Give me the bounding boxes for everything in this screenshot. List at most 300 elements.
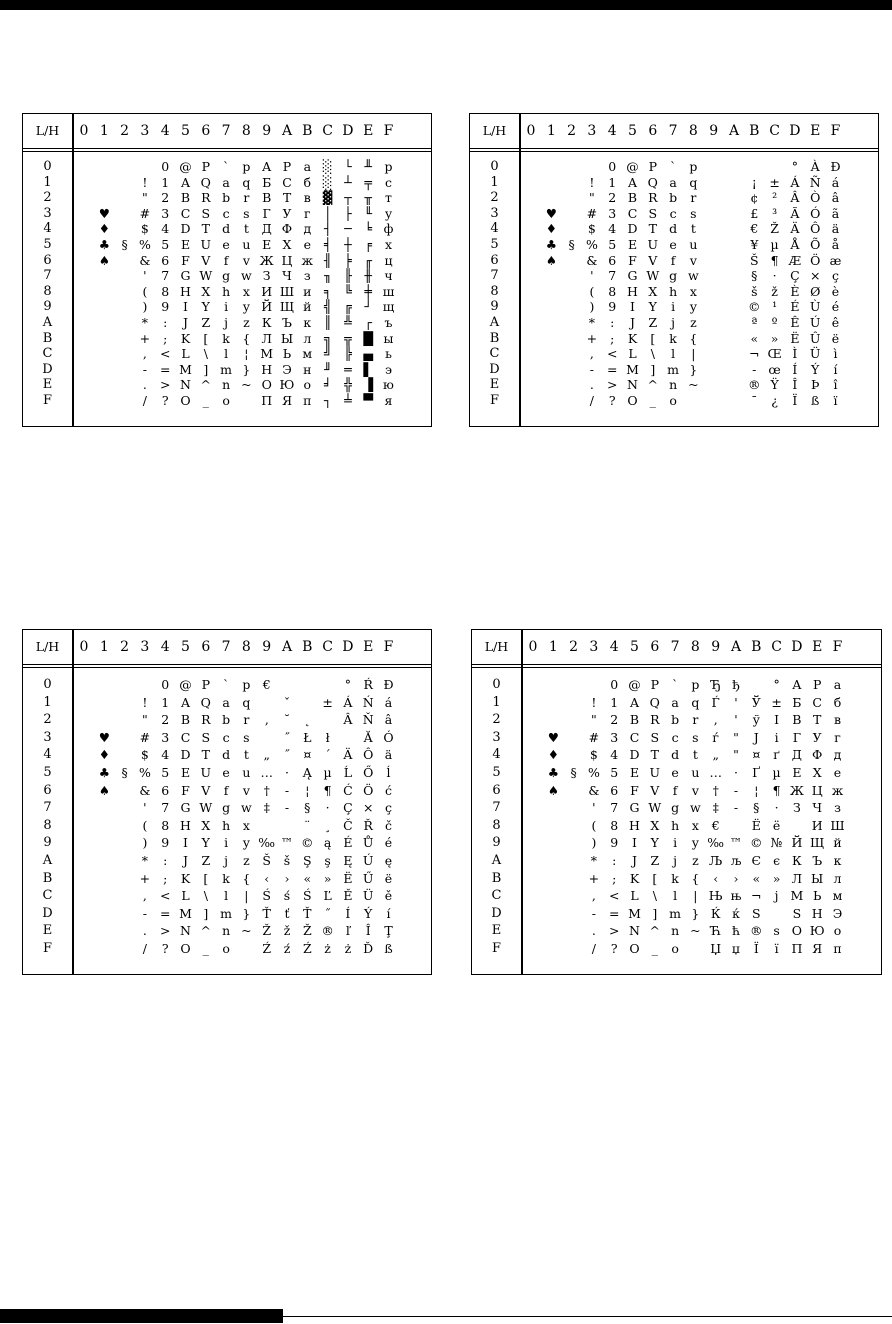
row-header: F bbox=[491, 941, 502, 956]
char-cell: O bbox=[180, 393, 191, 408]
char-cell: ♥ bbox=[545, 205, 557, 221]
char-cell: ë bbox=[831, 330, 840, 346]
char-cell: o bbox=[222, 393, 230, 408]
char-cell: - bbox=[733, 782, 739, 798]
row-header: 2 bbox=[492, 712, 501, 728]
char-cell: ╜ bbox=[323, 361, 332, 377]
char-cell: ¬ bbox=[751, 888, 762, 904]
char-cell: § bbox=[570, 765, 577, 780]
char-cell: < bbox=[159, 346, 171, 362]
char-cell: k bbox=[222, 870, 230, 886]
char-cell: " bbox=[142, 190, 148, 206]
char-cell: c bbox=[384, 174, 392, 190]
char-cell: * bbox=[141, 315, 149, 330]
char-table-3 bbox=[22, 629, 432, 975]
char-cell: l bbox=[673, 888, 678, 904]
char-cell: % bbox=[587, 765, 600, 780]
char-cell: t bbox=[692, 747, 698, 763]
char-cell: O bbox=[180, 941, 191, 956]
char-cell: " bbox=[142, 712, 148, 728]
column-header: 6 bbox=[650, 639, 660, 655]
char-cell: С bbox=[812, 694, 822, 710]
char-cell: ? bbox=[161, 393, 169, 408]
char-cell: ` bbox=[669, 159, 677, 174]
char-cell: | bbox=[693, 888, 698, 904]
char-cell: │ bbox=[323, 205, 332, 221]
char-cell: І bbox=[774, 712, 780, 728]
char-cell: ś bbox=[283, 888, 291, 904]
char-cell: * bbox=[141, 853, 149, 868]
char-cell: ľ bbox=[345, 923, 350, 939]
column-header: 2 bbox=[120, 639, 130, 655]
row-header: 9 bbox=[43, 299, 52, 315]
column-header: E bbox=[810, 123, 821, 139]
char-cell: " bbox=[733, 729, 739, 745]
row-header: B bbox=[491, 870, 502, 886]
char-cell: Б bbox=[262, 174, 272, 190]
row-header: 7 bbox=[492, 800, 501, 816]
char-cell: ♠ bbox=[547, 782, 559, 798]
char-cell: к bbox=[833, 853, 842, 868]
corner-label: L/H bbox=[484, 639, 509, 654]
char-cell: ź bbox=[283, 941, 291, 956]
char-cell: ~ bbox=[688, 377, 699, 393]
char-cell: # bbox=[588, 729, 600, 745]
char-cell: Ź bbox=[262, 941, 272, 956]
char-cell: T bbox=[201, 221, 210, 237]
char-cell: J bbox=[631, 853, 637, 868]
char-cell: █ bbox=[363, 330, 373, 346]
char-cell: ґ bbox=[773, 747, 780, 763]
char-cell: E bbox=[262, 237, 272, 252]
char-cell: u bbox=[242, 237, 251, 252]
char-cell: i bbox=[224, 835, 229, 851]
char-cell: ¨ bbox=[304, 817, 311, 833]
column-header: 2 bbox=[120, 123, 130, 139]
char-cell: Ѕ bbox=[752, 905, 761, 921]
char-cell: « bbox=[303, 870, 312, 886]
char-cell: & bbox=[588, 782, 600, 798]
char-cell: ░ bbox=[322, 159, 333, 174]
char-cell: ╡ bbox=[323, 237, 332, 252]
char-cell: Ò bbox=[810, 190, 821, 206]
column-header: 1 bbox=[99, 123, 109, 139]
column-header: 6 bbox=[201, 639, 211, 655]
char-cell: N bbox=[180, 377, 191, 393]
char-cell: 8 bbox=[161, 817, 170, 833]
char-cell: 4 bbox=[161, 221, 170, 237]
char-cell: ' bbox=[734, 694, 738, 710]
column-header: E bbox=[812, 639, 823, 655]
char-cell: } bbox=[689, 361, 698, 377]
row-header: 9 bbox=[492, 835, 501, 851]
char-cell: ♠ bbox=[98, 782, 110, 798]
char-cell: h bbox=[222, 817, 231, 833]
char-cell: „ bbox=[263, 747, 270, 763]
char-cell: Щ bbox=[279, 299, 295, 315]
char-cell: v bbox=[242, 252, 250, 268]
char-cell: Э bbox=[832, 905, 843, 921]
char-cell: ) bbox=[589, 299, 595, 315]
char-cell: 2 bbox=[161, 190, 170, 206]
row-header: 4 bbox=[490, 221, 499, 237]
char-cell: ż bbox=[324, 941, 331, 956]
char-cell: 2 bbox=[610, 712, 619, 728]
char-cell: @ bbox=[179, 159, 192, 174]
column-header: 6 bbox=[648, 123, 658, 139]
char-cell: Q bbox=[647, 174, 658, 190]
column-header: C bbox=[322, 639, 333, 655]
char-cell: j bbox=[224, 315, 229, 330]
char-cell: § bbox=[121, 237, 128, 252]
char-cell: Ü bbox=[809, 346, 821, 362]
char-cell: Ě bbox=[343, 888, 353, 904]
char-cell: ´ bbox=[324, 747, 331, 763]
char-cell: ą bbox=[323, 835, 332, 851]
char-cell: V bbox=[201, 252, 211, 268]
char-cell: 6 bbox=[161, 252, 170, 268]
char-cell: e bbox=[222, 765, 230, 780]
char-cell: б bbox=[303, 174, 312, 190]
char-cell: { bbox=[242, 330, 251, 346]
char-cell: - bbox=[752, 361, 757, 377]
column-header: D bbox=[789, 123, 801, 139]
char-cell: . bbox=[142, 923, 147, 939]
column-header: C bbox=[769, 123, 780, 139]
row-header: 0 bbox=[43, 159, 52, 174]
char-cell: ż bbox=[344, 941, 352, 956]
char-cell: 3 bbox=[161, 205, 170, 221]
char-cell: Å bbox=[790, 237, 800, 252]
char-cell: … bbox=[709, 765, 722, 780]
char-cell: ю bbox=[383, 377, 394, 393]
char-cell: ╤ bbox=[364, 174, 372, 190]
char-cell: d bbox=[671, 747, 680, 763]
char-cell: n bbox=[671, 923, 680, 939]
char-cell: + bbox=[586, 330, 598, 346]
char-cell: 0 bbox=[161, 159, 170, 174]
row-header: E bbox=[491, 923, 502, 939]
char-cell: Ä bbox=[790, 221, 800, 237]
char-cell: s bbox=[690, 205, 697, 221]
char-cell: Д bbox=[791, 747, 802, 763]
char-cell: x bbox=[384, 237, 393, 252]
char-cell: T bbox=[282, 190, 292, 206]
char-cell: A bbox=[262, 159, 272, 174]
char-cell: U bbox=[200, 765, 212, 780]
char-cell: ♣ bbox=[547, 765, 559, 780]
char-cell: u bbox=[691, 765, 700, 780]
row-header: 6 bbox=[490, 252, 499, 268]
char-cell: _ bbox=[202, 941, 209, 956]
char-cell: ® bbox=[321, 923, 334, 939]
char-cell: L bbox=[628, 346, 637, 362]
char-cell: В bbox=[792, 712, 802, 728]
char-cell: ] bbox=[652, 905, 658, 921]
char-cell: Í bbox=[792, 361, 798, 377]
char-cell: % bbox=[138, 765, 151, 780]
column-header: C bbox=[771, 639, 782, 655]
char-cell: ♠ bbox=[545, 252, 557, 268]
char-cell: Ë bbox=[343, 870, 353, 886]
char-cell: \ bbox=[203, 346, 208, 362]
char-cell: Č bbox=[343, 817, 353, 833]
char-cell: ‡ bbox=[712, 800, 719, 816]
char-cell: ╪ bbox=[364, 283, 372, 299]
char-cell: Ь bbox=[812, 888, 822, 904]
char-cell: ё bbox=[772, 817, 781, 833]
char-cell: é bbox=[384, 835, 393, 851]
char-cell: q bbox=[242, 174, 251, 190]
char-cell: c bbox=[222, 729, 230, 745]
char-cell: д bbox=[303, 221, 312, 237]
char-cell: c bbox=[671, 729, 679, 745]
char-cell: [ bbox=[650, 330, 656, 346]
char-cell: ş bbox=[324, 853, 331, 868]
char-cell: h bbox=[671, 817, 680, 833]
char-cell: Ý bbox=[811, 361, 820, 377]
char-cell: є bbox=[773, 853, 781, 868]
char-cell: B bbox=[262, 190, 272, 206]
row-header: F bbox=[489, 393, 500, 408]
column-header: 5 bbox=[630, 639, 639, 655]
char-cell: « bbox=[752, 870, 761, 886]
column-header: 3 bbox=[587, 123, 597, 139]
column-header: 5 bbox=[181, 639, 190, 655]
char-cell: 9 bbox=[608, 299, 617, 315]
column-header: 9 bbox=[262, 123, 272, 139]
char-cell: d bbox=[222, 747, 231, 763]
char-cell: 2 bbox=[161, 712, 170, 728]
char-cell: è bbox=[831, 283, 840, 299]
char-cell: ` bbox=[222, 159, 230, 174]
char-cell: @ bbox=[628, 677, 641, 692]
char-cell: Ó bbox=[810, 205, 821, 221]
char-cell: ^ bbox=[200, 923, 212, 939]
char-cell: ┼ bbox=[344, 237, 352, 252]
char-cell: ╧ bbox=[344, 393, 352, 408]
char-cell: P bbox=[648, 159, 657, 174]
char-cell: K bbox=[627, 330, 638, 346]
char-cell: Ť bbox=[303, 905, 312, 921]
char-cell: L bbox=[630, 888, 639, 904]
char-cell: @ bbox=[626, 159, 639, 174]
row-header: 5 bbox=[43, 765, 52, 780]
char-cell: J bbox=[182, 315, 188, 330]
char-cell: Ф bbox=[811, 747, 823, 763]
char-cell: ; bbox=[163, 870, 168, 886]
char-cell: µ bbox=[770, 237, 779, 252]
row-header: 2 bbox=[43, 190, 52, 206]
char-cell: × bbox=[362, 800, 374, 816]
char-cell: K bbox=[180, 870, 191, 886]
char-cell: ╣ bbox=[323, 299, 332, 315]
char-cell: ░ bbox=[322, 174, 333, 190]
char-cell: Ü bbox=[362, 888, 374, 904]
char-cell: ) bbox=[142, 835, 148, 851]
char-cell: C bbox=[627, 205, 638, 221]
char-cell: ± bbox=[322, 694, 333, 710]
char-cell: A bbox=[180, 174, 191, 190]
row-header-separator bbox=[519, 114, 521, 426]
char-cell: Ź bbox=[302, 941, 312, 956]
char-cell: Р bbox=[812, 677, 822, 692]
char-cell: = bbox=[159, 905, 171, 921]
char-cell: ì bbox=[833, 346, 838, 362]
char-cell: j bbox=[671, 315, 676, 330]
char-cell: 4 bbox=[161, 747, 170, 763]
char-cell: ¦ bbox=[754, 782, 759, 798]
char-cell: M bbox=[628, 905, 641, 921]
char-cell: å bbox=[831, 237, 840, 252]
char-cell: & bbox=[586, 252, 598, 268]
char-cell: ¦ bbox=[244, 346, 249, 362]
char-cell: ┘ bbox=[364, 299, 372, 315]
char-cell: ╠ bbox=[344, 346, 352, 362]
char-cell: Ť bbox=[262, 905, 271, 921]
char-cell: Ŕ bbox=[363, 677, 373, 692]
char-cell: , bbox=[591, 888, 596, 904]
char-cell: └ bbox=[344, 159, 352, 174]
char-cell: О bbox=[261, 377, 272, 393]
char-cell: › bbox=[284, 870, 290, 886]
char-cell: Ц bbox=[281, 252, 293, 268]
char-cell: п bbox=[303, 393, 312, 408]
char-cell: ( bbox=[591, 817, 597, 833]
char-cell: Ъ bbox=[812, 853, 823, 868]
char-cell: Ä bbox=[343, 747, 353, 763]
row-header: 7 bbox=[43, 268, 52, 284]
char-cell: _ bbox=[202, 393, 209, 408]
char-cell: K bbox=[629, 870, 640, 886]
char-cell: 7 bbox=[608, 268, 617, 284]
char-cell: æ bbox=[829, 252, 842, 268]
char-cell: Z bbox=[650, 853, 660, 868]
row-header: A bbox=[42, 315, 53, 330]
char-cell: J bbox=[629, 315, 635, 330]
char-cell: h bbox=[222, 283, 231, 299]
column-header: B bbox=[751, 639, 762, 655]
char-cell: ! bbox=[589, 174, 595, 190]
char-cell: V bbox=[650, 782, 660, 798]
char-cell: Г bbox=[262, 205, 271, 221]
char-cell: щ bbox=[382, 299, 395, 315]
char-cell: z bbox=[243, 315, 250, 330]
column-header: D bbox=[791, 639, 803, 655]
char-cell: ‹ bbox=[713, 870, 719, 886]
bottom-rule-thin bbox=[283, 1316, 892, 1317]
column-header: 2 bbox=[567, 123, 577, 139]
row-header: 7 bbox=[43, 800, 52, 816]
char-cell: · bbox=[325, 800, 330, 816]
char-cell: З bbox=[792, 800, 801, 816]
char-cell: + bbox=[588, 870, 600, 886]
char-cell: ? bbox=[610, 941, 618, 956]
char-cell: : bbox=[163, 853, 168, 868]
char-cell: ê bbox=[831, 315, 840, 330]
row-header: 0 bbox=[490, 159, 499, 174]
char-cell: § bbox=[568, 237, 575, 252]
char-cell: w bbox=[241, 800, 252, 816]
row-header: C bbox=[491, 888, 502, 904]
char-cell: Ё bbox=[751, 817, 761, 833]
header-separator bbox=[470, 148, 878, 152]
char-cell: a bbox=[669, 174, 677, 190]
char-cell: Э bbox=[282, 361, 292, 377]
char-cell: C bbox=[180, 729, 191, 745]
column-header: F bbox=[383, 123, 394, 139]
char-cell: " bbox=[589, 190, 595, 206]
char-cell: a bbox=[222, 174, 230, 190]
char-cell: Û bbox=[809, 330, 821, 346]
char-cell: L bbox=[181, 888, 190, 904]
char-cell: G bbox=[180, 800, 191, 816]
column-header: 5 bbox=[628, 123, 637, 139]
char-cell: â bbox=[831, 190, 840, 206]
char-cell: ї bbox=[774, 941, 779, 956]
char-cell: % bbox=[585, 237, 598, 252]
char-cell: · bbox=[285, 765, 289, 780]
char-cell: J bbox=[182, 853, 188, 868]
char-cell: 3 bbox=[608, 205, 617, 221]
char-cell: r bbox=[243, 712, 250, 728]
char-cell: * bbox=[588, 315, 596, 330]
char-cell: ▄ bbox=[363, 346, 373, 362]
char-cell: a bbox=[222, 694, 230, 710]
char-cell: Ł bbox=[303, 729, 312, 745]
column-header: E bbox=[363, 639, 374, 655]
char-cell: ! bbox=[142, 694, 148, 710]
row-header-separator bbox=[72, 114, 74, 426]
char-cell: Â bbox=[790, 190, 800, 206]
char-cell: ‡ bbox=[263, 800, 270, 816]
char-cell: ] bbox=[650, 361, 656, 377]
char-cell: F bbox=[630, 782, 639, 798]
char-cell: X bbox=[650, 817, 660, 833]
char-cell: Н bbox=[261, 361, 273, 377]
row-header: D bbox=[42, 905, 53, 921]
char-cell: - bbox=[591, 905, 596, 921]
char-cell: У bbox=[812, 729, 822, 745]
char-cell: @ bbox=[179, 677, 192, 692]
char-cell: $ bbox=[140, 221, 149, 237]
char-cell: ) bbox=[142, 299, 148, 315]
char-cell: Ђ bbox=[710, 677, 721, 692]
char-cell: ц bbox=[384, 252, 393, 268]
char-cell: ¿ bbox=[771, 393, 778, 408]
char-cell: Ø bbox=[810, 283, 821, 299]
char-cell: T bbox=[648, 221, 657, 237]
char-cell: H bbox=[629, 817, 640, 833]
char-cell: ♦ bbox=[98, 747, 110, 763]
column-header: A bbox=[728, 123, 740, 139]
top-rule bbox=[0, 0, 892, 10]
header-separator bbox=[23, 148, 431, 152]
char-cell: § bbox=[304, 800, 311, 816]
char-cell: - bbox=[142, 905, 147, 921]
char-cell: ╩ bbox=[344, 315, 352, 330]
char-cell: F bbox=[628, 252, 637, 268]
column-header: B bbox=[302, 639, 313, 655]
corner-label: L/H bbox=[35, 639, 60, 654]
char-cell: v bbox=[689, 252, 697, 268]
char-cell: Ь bbox=[282, 346, 292, 362]
char-cell: ł bbox=[325, 729, 330, 745]
column-header: 9 bbox=[709, 123, 719, 139]
char-cell: ў bbox=[752, 712, 760, 728]
char-cell: . bbox=[591, 923, 596, 939]
char-cell: b bbox=[671, 712, 680, 728]
